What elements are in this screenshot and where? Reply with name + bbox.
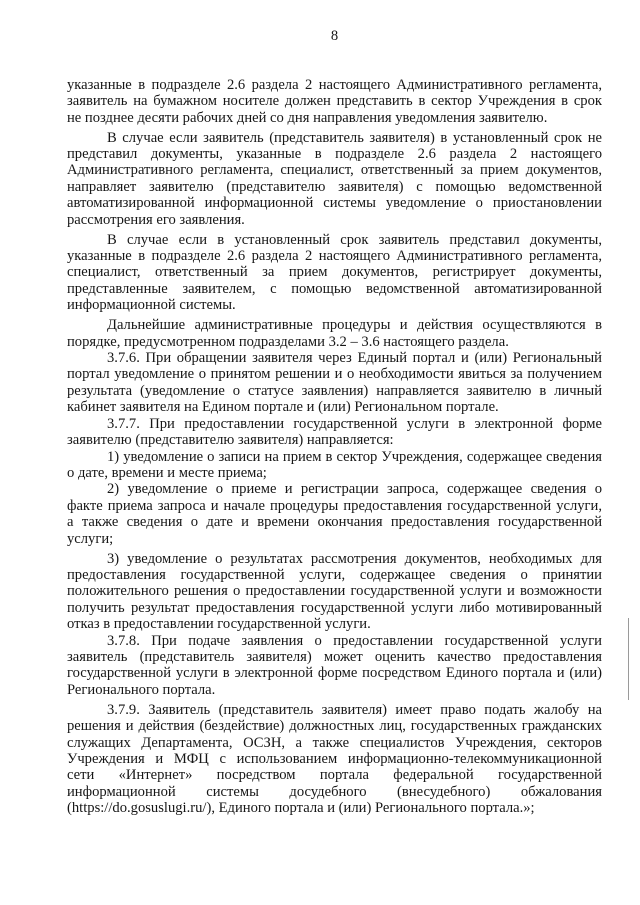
text-line: В случае если заявитель (представитель заявителя) в установленный срок не — [107, 129, 602, 146]
text-line: положительного решения о предоставлении государственной услуги и возможности — [67, 583, 602, 600]
list-item-1 — [67, 449, 602, 482]
text-line: 2) уведомление о приеме и регистрации запроса, содержащее сведения о — [107, 481, 602, 498]
list-item-2 — [67, 481, 602, 547]
text-line: о дате, времени и месте приема; — [67, 464, 267, 481]
paragraph-3-7-8 — [67, 633, 602, 699]
paragraph-missing-documents — [67, 130, 602, 228]
paragraph-further-procedures — [67, 317, 602, 350]
text-line: 3) уведомление о результатах рассмотрения документов, необходимых для — [107, 550, 602, 567]
text-line: государственной услуги в электронной форме посредством Единого портала и (или) — [67, 665, 602, 682]
document-body — [67, 77, 602, 817]
text-line: порядке, предусмотренном подразделами 3.2 – 3.6 настоящего раздела. — [67, 333, 509, 350]
text-line: 3.7.9. Заявитель (представитель заявителя) имеет право подать жалобу на — [107, 701, 602, 718]
scan-artifact-mark — [628, 618, 629, 700]
text-line: информационной системы. — [67, 297, 236, 314]
text-line: 3.7.7. При предоставлении государственной услуги в электронной форме — [107, 415, 602, 432]
paragraph-documents-submitted — [67, 232, 602, 314]
text-line: услуги; — [67, 530, 114, 547]
text-line: В случае если в установленный срок заявитель представил документы, — [107, 231, 602, 248]
text-line: получить результат предоставления государственной услуги либо мотивированный — [67, 599, 602, 616]
text-line: указанные в подразделе 2.6 раздела 2 настоящего Административного регламента, — [67, 248, 602, 265]
text-line: сети «Интернет» посредством портала федеральной государственной — [67, 767, 602, 784]
text-line: кабинет заявителя на Едином портале и (или) Региональном портале. — [67, 399, 499, 416]
text-line: 3.7.6. При обращении заявителя через Единый портал и (или) Региональный — [107, 350, 602, 367]
text-line: предоставления государственной услуги, содержащее сведения о принятии — [67, 566, 602, 583]
text-line: отказ в предоставлении государственной услуги. — [67, 616, 371, 633]
text-line: служащих Департамента, ОСЗН, а также специалистов Учреждения, секторов — [67, 734, 602, 751]
text-line: 1) уведомление о записи на прием в сектор Учреждения, содержащее сведения — [107, 448, 602, 465]
text-line: автоматизированной информационной системы уведомление о приостановлении — [67, 195, 602, 212]
text-line: а также сведения о дате и времени окончания предоставления государственной — [67, 514, 602, 531]
text-line: заявителю (представителю заявителя) направляется: — [67, 432, 394, 449]
page-number: 8 — [330, 28, 339, 44]
text-line: Административного регламента, специалист, ответственный за прием документов, — [67, 162, 602, 179]
text-line: Регионального портала. — [67, 681, 216, 698]
text-line: Дальнейшие административные процедуры и действия осуществляются в — [107, 317, 602, 334]
text-line: (https://do.gosuslugi.ru/), Единого портала и (или) Регионального портала.»; — [67, 800, 535, 817]
text-line: рассмотрения его заявления. — [67, 211, 245, 228]
paragraph-3-7-6 — [67, 350, 602, 416]
paragraph-continuation — [67, 77, 602, 126]
text-line: представил документы, указанные в подразделе 2.6 раздела 2 настоящего — [67, 146, 602, 163]
text-line: портал уведомление о принятом решении и о необходимости явиться за получением — [67, 366, 602, 383]
text-line: решения и действия (бездействие) должностных лиц, государственных гражданских — [67, 718, 602, 735]
text-line: результата (уведомление о статусе заявления) направляется заявителю в личный — [67, 382, 602, 399]
text-line: заявитель (представитель заявителя) может оценить качество предоставления — [67, 648, 602, 665]
paragraph-3-7-9 — [67, 702, 602, 817]
text-line: не позднее десяти рабочих дней со дня направления уведомления заявителю. — [67, 109, 548, 126]
text-line: заявитель на бумажном носителе должен представить в сектор Учреждения в срок — [67, 93, 602, 110]
list-item-3 — [67, 551, 602, 633]
text-line: направляет заявителю (представителю заявителя) с помощью ведомственной — [67, 178, 602, 195]
paragraph-3-7-7 — [67, 416, 602, 449]
text-line: Учреждения и МФЦ с использованием информационно-телекоммуникационной — [67, 751, 602, 768]
text-line: информационной системы досудебного (внесудебного) обжалования — [67, 783, 602, 800]
text-line: специалист, ответственный за прием документов, регистрирует документы, — [67, 264, 602, 281]
text-line: 3.7.8. При подаче заявления о предоставлении государственной услуги — [107, 632, 602, 649]
text-line: факте приема запроса и начале процедуры предоставления государственной услуги, — [67, 497, 602, 514]
text-line: представленные заявителем, с помощью ведомственной автоматизированной — [67, 280, 602, 297]
text-line: указанные в подразделе 2.6 раздела 2 настоящего Административного регламента, — [67, 76, 602, 93]
